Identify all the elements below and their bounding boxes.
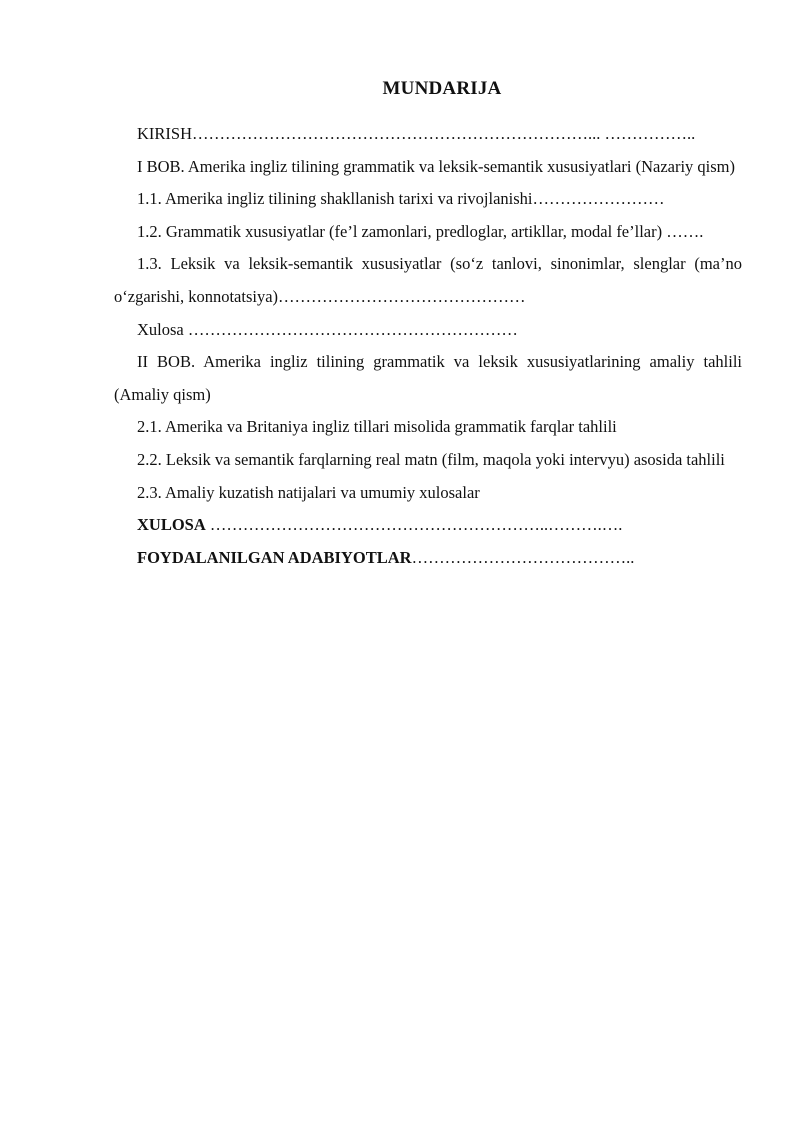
toc-entry-conclusion-leader: ……………………………………………………..……….…. [205,515,623,535]
toc-entry-references-label: FOYDALANILGAN ADABIYOTLAR [137,547,412,567]
page-title: MUNDARIJA [382,78,502,99]
table-of-contents [114,118,742,574]
toc-entry-2-2: 2.2. Leksik va semantik farqlarning real matn (film, maqola yoki intervyu) asosida tahlili [137,449,725,469]
toc-entry-chapter-1: I BOB. Amerika ingliz tilining grammatik va leksik-semantik xususiyatlari (Nazariy qism) [137,156,736,176]
toc-entry-chapter-2: II BOB. Amerika ingliz tilining grammatik va leksik xususiyatlarining amaliy tahlili (Amaliy qism) [114,352,742,404]
toc-entry-1-1: 1.1. Amerika ingliz tilining shakllanish tarixi va rivojlanishi…………………… [137,189,665,209]
toc-entry-2-1: 2.1. Amerika va Britaniya ingliz tillari misolida grammatik farqlar tahlili [137,417,617,437]
toc-entry-references [114,542,742,575]
toc-entry-xulosa: Xulosa …………………………………………………… [137,319,518,339]
toc-entry-conclusion-label: XULOSA [137,515,206,535]
toc-entry-references-leader: ………………………………….. [411,547,635,567]
toc-entry-conclusion [114,509,742,542]
toc-entry-1-3: 1.3. Leksik va leksik-semantik xususiyatlar (soʻz tanlovi, sinonimlar, slenglar (ma’no oʻzgarishi, konnotatsiya)……………………………………… [114,254,742,306]
toc-entry-1-2: 1.2. Grammatik xususiyatlar (fe’l zamonlari, predloglar, artikllar, modal fe’llar) ……. [137,221,704,241]
toc-entry-2-3: 2.3. Amaliy kuzatish natijalari va umumiy xulosalar [137,482,480,502]
toc-entry-kirish: KIRISH………………………………………………………………... …………….. [137,124,696,143]
